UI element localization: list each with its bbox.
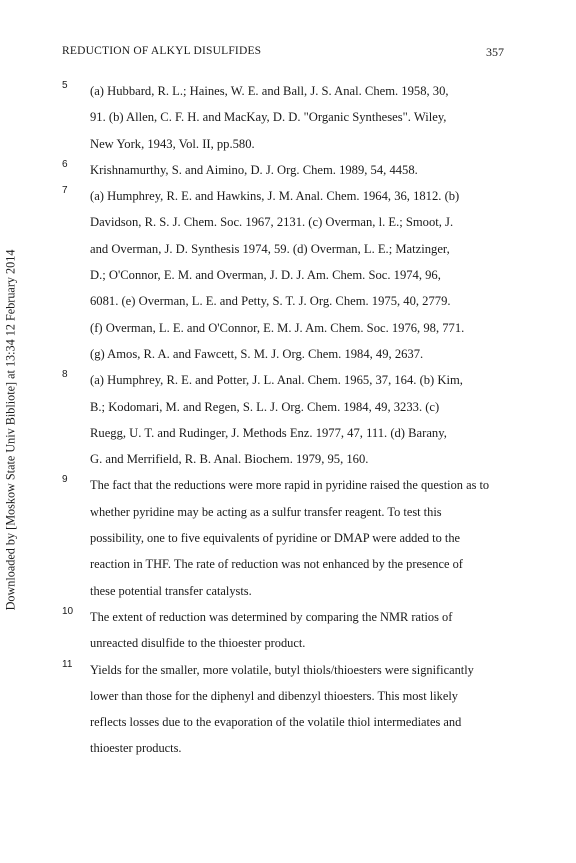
endnote-number: 8 — [62, 369, 68, 381]
endnote-line: Yields for the smaller, more volatile, butyl thiols/thioesters were significantly — [90, 662, 474, 677]
endnote-number: 10 — [62, 605, 74, 617]
endnote-line: and Overman, J. D. Synthesis 1974, 59. (d) Overman, L. E.; Matzinger, — [90, 241, 450, 256]
endnote-line: possibility, one to five equivalents of pyridine or DMAP were added to the — [90, 531, 461, 546]
endnote-11 — [62, 657, 502, 762]
running-header: REDUCTION OF ALKYL DISULFIDES — [62, 45, 262, 57]
endnote-line: (a) Humphrey, R. E. and Potter, J. L. Anal. Chem. 1965, 37, 164. (b) Kim, — [90, 373, 463, 388]
endnote-line: (a) Hubbard, R. L.; Haines, W. E. and Ball, J. S. Anal. Chem. 1958, 30, — [90, 84, 449, 98]
endnote-line: 91. (b) Allen, C. F. H. and MacKay, D. D. "Organic Syntheses". Wiley, — [90, 110, 447, 125]
endnote-line: Ruegg, U. T. and Rudinger, J. Methods Enz. 1977, 47, 111. (d) Barany, — [90, 425, 447, 440]
endnote-line: unreacted disulfide to the thioester product. — [90, 636, 306, 651]
endnote-line: G. and Merrifield, R. B. Anal. Biochem. 1979, 95, 160. — [90, 452, 369, 467]
download-watermark — [2, 230, 20, 630]
endnote-line: whether pyridine may be acting as a sulfur transfer reagent. To test this — [90, 504, 442, 519]
endnote-line: The extent of reduction was determined by comparing the NMR ratios of — [90, 609, 453, 624]
page-number: 357 — [486, 45, 504, 59]
endnote-line: these potential transfer catalysts. — [90, 583, 252, 598]
endnote-7 — [62, 183, 502, 367]
endnotes — [62, 78, 502, 762]
endnote-line: reflects losses due to the evaporation of the volatile thiol intermediates and — [90, 715, 462, 730]
endnote-line: reaction in THF. The rate of reduction was not enhanced by the presence of — [90, 557, 463, 572]
endnote-number: 9 — [62, 474, 68, 486]
endnote-10 — [62, 604, 502, 657]
endnote-line: Krishnamurthy, S. and Aimino, D. J. Org. Chem. 1989, 54, 4458. — [90, 162, 418, 177]
endnote-line: lower than those for the diphenyl and dibenzyl thioesters. This most likely — [90, 688, 458, 703]
endnote-number: 6 — [62, 158, 68, 170]
endnote-line: D.; O'Connor, E. M. and Overman, J. D. J. Am. Chem. Soc. 1974, 96, — [90, 268, 441, 283]
endnote-line: New York, 1943, Vol. II, pp.580. — [90, 136, 255, 151]
endnote-line: thioester products. — [90, 741, 182, 756]
endnote-6 — [62, 157, 502, 183]
endnote-line: (a) Humphrey, R. E. and Hawkins, J. M. Anal. Chem. 1964, 36, 1812. (b) — [90, 189, 460, 204]
endnote-line: The fact that the reductions were more rapid in pyridine raised the question as to — [90, 478, 490, 493]
endnote-line: Davidson, R. S. J. Chem. Soc. 1967, 2131. (c) Overman, l. E.; Smoot, J. — [90, 215, 454, 230]
endnote-line: 6081. (e) Overman, L. E. and Petty, S. T. J. Org. Chem. 1975, 40, 2779. — [90, 294, 451, 309]
endnote-line: B.; Kodomari, M. and Regen, S. L. J. Org. Chem. 1984, 49, 3233. (c) — [90, 399, 440, 414]
download-watermark-text: Downloaded by [Moskow State Univ Bibliote] at 13:34 12 February 2014 — [3, 249, 18, 611]
endnote-9 — [62, 472, 502, 603]
endnote-number: 7 — [62, 185, 68, 197]
endnote-line: (g) Amos, R. A. and Fawcett, S. M. J. Org. Chem. 1984, 49, 2637. — [90, 346, 424, 361]
endnote-5 — [62, 78, 502, 157]
endnote-number: 5 — [62, 80, 68, 91]
endnote-8 — [62, 367, 502, 472]
endnote-line: (f) Overman, L. E. and O'Connor, E. M. J. Am. Chem. Soc. 1976, 98, 771. — [90, 320, 465, 335]
endnote-number: 11 — [62, 658, 73, 670]
